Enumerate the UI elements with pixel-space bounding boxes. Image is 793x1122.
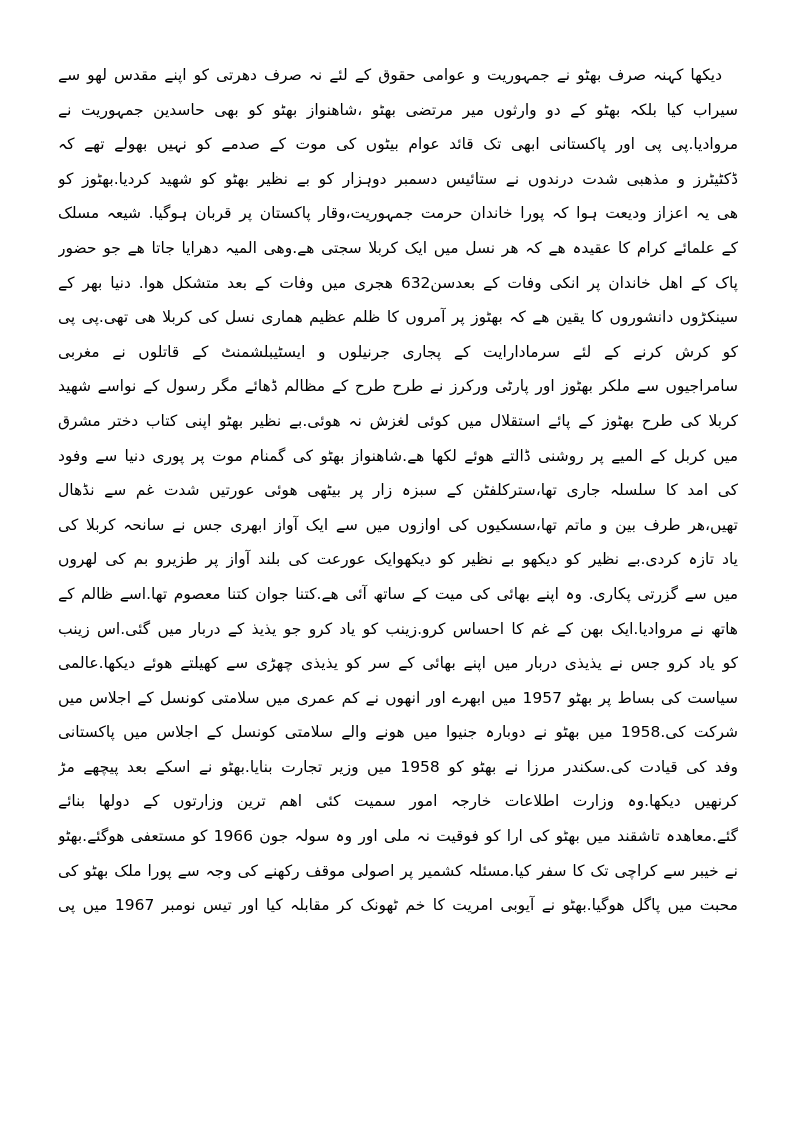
text-line-10: سامراجیوں سے ملکر بھٹوز اور پارٹی ورکرز نے طرح طرح کے مظالم ڈھائے مگر رسول کے نواسے شھید <box>58 377 738 396</box>
text-line-3: مروادیا.پی پی اور پاکستانی ابھی تک قائد عوام بیٹوں کی موت کے صدمے کو نہیں بھولے تھے کہ <box>58 135 738 154</box>
text-line-8: سینکڑوں دانشوروں کا یقین ھے کہ بھٹوز پر آمروں کا ظلم عظیم ھماری نسل کی کربلا ھی تھی.پی پی <box>58 308 738 327</box>
text-line-20: شرکت کی.1958 میں بھٹو نے دوبارہ جنیوا میں ھونے والے سلامتی کونسل کے اجلاس میں پاکستانی <box>58 723 738 742</box>
text-line-21: وفد کی قیادت کی.سکندر مرزا نے بھٹو کو 1958 میں وزیر تجارت بنایا.بھٹو نے اسکے بعد پیچھے مڑ <box>58 757 738 776</box>
text-line-24: نے خیبر سے کراچی تک کا سفر کیا.مسئلہ کشمیر پر اصولی موقف رکھنے کی وجہ سے پورا ملک بھٹو کی <box>58 861 738 880</box>
text-line-22: کرنھیں دیکھا.وہ وزارت اطلاعات خارجہ امور سمیت کئی اھم ترین وزارتوں کے دولھا بنائے <box>58 792 738 811</box>
text-line-12: میں کربل کے المیے پر روشنی ڈالتے ھوئے لکھا ھے.شاھنواز بھٹو کی گمنام موت پر پوری دنیا سے وفود <box>58 446 738 465</box>
text-line-17: ھاتھ نے مروادیا.ایک بھن کے غم کا احساس کرو.زینب کو یاد کرو جو یذیذ کے دربار میں گئی.اس زینب <box>58 619 738 638</box>
text-line-2: سیراب کیا بلکہ بھٹو کے دو وارثوں میر مرتضی بھٹو ،شاھنواز بھٹو کو بھی حاسدین جمہوریت نے <box>58 100 738 119</box>
text-line-13: کی امد کا سلسلہ جاری تھا،سترکلفٹن کے سبزہ زار پر بیٹھی ھوئی عورتیں شدت غم سے نڈھال <box>58 481 738 500</box>
text-line-1: دیکھا کہنہ صرف بھٹو نے جمہوریت و عوامی حقوق کے لئے نہ صرف دھرتی کو اپنے مقدس لھو سے <box>58 66 722 84</box>
text-line-7: پاک کے اھل خاندان پر انکی وفات کے بعدسن632 ھجری میں وفات کے بعد متشکل ھوا. دنیا بھر کے <box>58 273 738 292</box>
text-line-14: تھیں،ھر طرف بین و ماتم تھا،سسکیوں کی اوازوں میں سے ایک آواز ابھری جس نے سانحہ کربلا کی <box>58 515 738 534</box>
text-line-25: محبت میں پاگل ھوگیا.بھٹو نے آیوبی امریت کا خم ٹھونک کر مقابلہ کیا اور تیس نومبر 1967 میں پی <box>58 896 738 915</box>
text-line-15: یاد تازہ کردی.بے نظیر کو دیکھو بے نظیر کو دیکھوایک عورعت کی بلند آواز پر طزیرو بم کی لھروں <box>58 550 738 569</box>
text-line-9: کو کرش کرنے کے لئے سرمادارایت کے پجاری جرنیلوں و ایسٹیبلشمنٹ کے قاتلوں نے مغربی <box>58 342 738 361</box>
text-line-23: گئے.معاھدہ تاشقند میں بھٹو کی ارا کو فوقیت نہ ملی اور وہ سولہ جون 1966 کو مستعفی ھوگئے.بھٹو <box>58 827 738 846</box>
text-line-16: میں سے گزرتی پکاری. وہ اپنے بھائی کی میت کے ساتھ آئی ھے.کتنا جوان کتنا معصوم تھا.اسے ظالم کے <box>58 584 738 603</box>
text-line-5: ھی یہ اعزاز ودیعت ہوا کہ پورا خاندان حرمت جمہوریت،وقار پاکستان پر قربان ہوگیا. شیعہ مسلک <box>58 204 738 223</box>
urdu-text-body <box>58 58 738 923</box>
text-line-4: ڈکٹیٹرز و مذھبی شدت درندوں نے ستائیس دسمبر دوہزار کو بے نظیر بھٹو کو شھید کردیا.بھٹوز کو <box>58 169 738 188</box>
text-line-19: سیاست کی بساط پر بھٹو 1957 میں ابھرے اور انھوں نے کم عمری میں سلامتی کونسل کے اجلاس میں <box>58 688 738 707</box>
text-line-6: کے علمائے کرام کا عقیدہ ھے کہ ھر نسل میں ایک کربلا سجتی ھے.وھی المیہ دھرایا جاتا ھے جو حضور <box>58 238 738 257</box>
text-line-18: کو یاد کرو جس نے یذیذی دربار میں اپنے بھائی کے سر کو یذیذی چھڑی سے کھیلتے ھوئے دیکھا.عالمی <box>58 654 738 673</box>
text-line-11: کربلا کی طرح بھٹوز کے پائے استقلال میں کوئی لغزش نہ ھوئی.بے نظیر بھٹو اپنی کتاب دختر مشرق <box>58 411 738 430</box>
